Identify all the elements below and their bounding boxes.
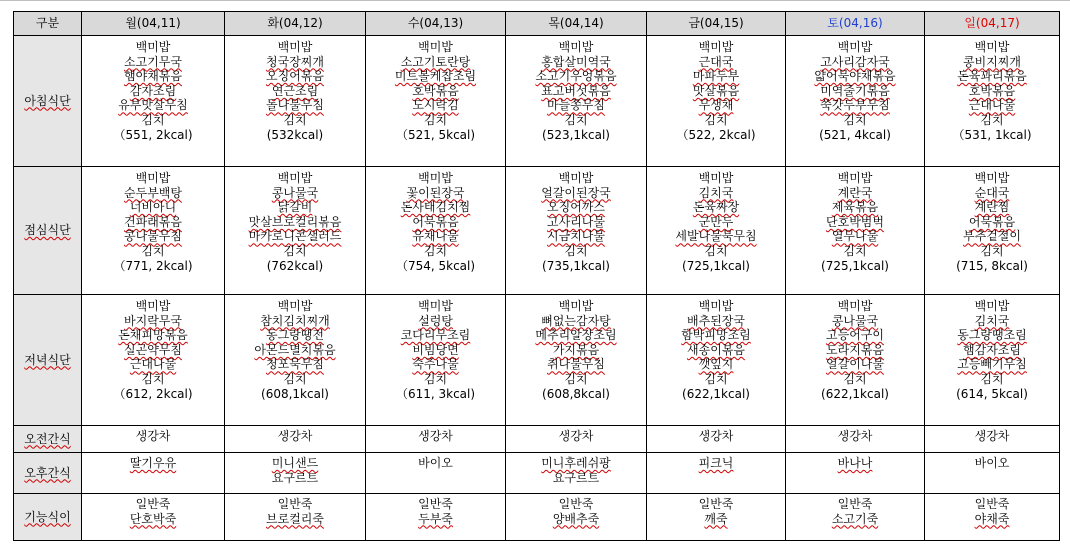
menu-item: 도라지볶음 [826, 342, 884, 357]
row-label-text: 기능식이 [24, 509, 71, 524]
menu-cell [82, 295, 225, 426]
menu-item: 얇어묵야채볶음 [814, 69, 896, 84]
menu-item: 백미밥 [135, 40, 171, 54]
menu-item: 코다리무조림 [400, 328, 471, 343]
menu-item: 소고기무국 [124, 54, 182, 69]
calorie-text: (521, 4kcal) [819, 127, 891, 142]
menu-item: 김치 [283, 112, 307, 127]
menu-item: 김치 [843, 243, 867, 258]
menu-item: 생강차 [418, 429, 453, 443]
menu-cell [82, 36, 225, 167]
header-day-tue: 화(04,12) [225, 12, 366, 36]
menu-item: 소고기죽 [831, 511, 879, 526]
menu-cell [647, 36, 786, 167]
menu-item: 고등빼기무침 [957, 357, 1027, 372]
menu-item: 요구르트 [552, 470, 600, 485]
row-label-pm-snack [14, 453, 82, 494]
menu-item: 건파래볶음 [124, 214, 182, 229]
menu-item: 함박피망조림 [681, 328, 751, 343]
menu-item: 김치 [283, 243, 307, 258]
menu-item: 순대국 [974, 185, 1010, 200]
calorie-text: (735,1kcal) [542, 258, 610, 273]
menu-table-container [13, 11, 1060, 541]
menu-item: 열무나물 [831, 229, 879, 244]
menu-item: 바지락무국 [124, 313, 182, 328]
row-pm-snack [14, 453, 1060, 494]
menu-item: 김치 [704, 243, 728, 258]
calorie-text: （551, 2kcal) [113, 127, 193, 142]
menu-item: 콩비지찌개 [963, 54, 1021, 69]
menu-item: 김치 [564, 243, 588, 258]
row-am-snack [14, 426, 1060, 453]
calorie-text: (608,8kcal) [542, 386, 610, 401]
row-label-text: 아침식단 [24, 93, 71, 108]
menu-item: 김치 [423, 112, 448, 127]
calorie-text: (608,1kcal) [261, 386, 329, 401]
menu-item: 감자조림 [129, 83, 177, 98]
menu-item: 백미밥 [277, 171, 313, 185]
menu-cell [647, 494, 786, 541]
menu-item: 백미밥 [837, 40, 873, 54]
menu-item: 얼갈이나물 [826, 357, 884, 372]
menu-item: 근대국 [698, 54, 734, 69]
menu-item: 소고기토란탕 [400, 54, 471, 69]
menu-cell [225, 426, 366, 453]
menu-item: 일반죽 [418, 497, 453, 511]
menu-item: 맛살브로컬리볶음 [248, 214, 342, 229]
menu-item: 생강차 [837, 429, 873, 443]
menu-item: 맛살볶음 [692, 83, 740, 98]
menu-item: 표고버섯볶음 [541, 83, 611, 98]
menu-item: 백미밥 [698, 40, 734, 54]
menu-item: 순두부백탕 [124, 185, 182, 200]
menu-cell [647, 295, 786, 426]
menu-item: 홍합살미역국 [541, 54, 611, 69]
row-label-text: 저녁식단 [24, 352, 71, 367]
menu-item: 돌나물무침 [266, 98, 324, 113]
menu-item: 시금치나물 [547, 229, 605, 244]
menu-item: 호박볶음 [412, 83, 459, 98]
menu-item: 오징어까스 [547, 200, 605, 215]
menu-cell [82, 426, 225, 453]
calorie-text: (532kcal) [266, 127, 324, 142]
menu-item: 일반죽 [277, 497, 313, 511]
menu-cell [786, 426, 925, 453]
calorie-text: (725,1kcal) [821, 258, 889, 273]
menu-item: 너비아니 [129, 200, 177, 215]
menu-item: 미니후레쉬팡 [541, 456, 611, 470]
menu-cell [225, 494, 366, 541]
menu-cell [925, 426, 1060, 453]
menu-item: 김치 [283, 371, 307, 386]
menu-cell [82, 453, 225, 494]
menu-cell [366, 36, 506, 167]
menu-cell [786, 295, 925, 426]
menu-item: 백미밥 [418, 171, 453, 185]
menu-item: 숙주나물 [412, 357, 459, 372]
menu-item: 새송이볶음 [687, 342, 745, 357]
menu-cell [366, 295, 506, 426]
header-day-mon: 월(04,11) [82, 12, 225, 36]
row-label-am-snack [14, 426, 82, 453]
menu-item: 아몬드멸치볶음 [254, 342, 336, 357]
calorie-text: （531, 1kcal) [952, 127, 1032, 142]
menu-cell [925, 453, 1060, 494]
menu-item: 연근조림 [271, 83, 319, 98]
menu-item: 백미밥 [135, 299, 171, 313]
menu-item: 단호박범벅 [826, 214, 884, 229]
menu-item: 백미밥 [277, 40, 313, 54]
menu-item: 동그랑땡전 [266, 328, 324, 343]
menu-item: 김치 [704, 112, 728, 127]
menu-item: 백미밥 [698, 299, 734, 313]
menu-item: 유채나물 [412, 229, 459, 244]
menu-item: 얼갈이된장국 [541, 185, 611, 200]
menu-item: 쑥갓두부무침 [820, 98, 890, 113]
menu-item: 브로컬리죽 [266, 511, 324, 526]
menu-cell [82, 167, 225, 295]
menu-cell [82, 494, 225, 541]
menu-item: 김치 [843, 371, 867, 386]
menu-item: 콩나물국 [831, 313, 879, 328]
menu-item: 김치 [843, 112, 867, 127]
menu-item: 깻잎지 [698, 357, 734, 372]
menu-item: 무생채 [698, 98, 734, 113]
row-dinner [14, 295, 1060, 426]
header-day-sun: 일(04,17) [925, 12, 1060, 36]
header-row [14, 12, 1060, 36]
menu-item: 백미밥 [558, 299, 594, 313]
menu-cell [366, 426, 506, 453]
calorie-text: (725,1kcal) [682, 258, 750, 273]
menu-item: 고등어구이 [826, 328, 884, 343]
header-day-fri: 금(04,15) [647, 12, 786, 36]
menu-item: 바이오 [974, 456, 1010, 470]
menu-item: 백미밥 [418, 40, 453, 54]
menu-item: 김치 [564, 371, 588, 386]
menu-item: 두부죽 [418, 511, 453, 526]
menu-item: 햄감자조림 [963, 342, 1021, 357]
calorie-text: （611, 3kcal) [395, 386, 476, 401]
menu-cell [506, 453, 647, 494]
row-special-diet [14, 494, 1060, 541]
menu-cell [647, 167, 786, 295]
menu-item: 일반죽 [837, 497, 873, 511]
calorie-text: （522, 2kcal) [676, 127, 756, 142]
calorie-text: (762kcal) [266, 258, 324, 273]
header-day-wed: 수(04,13) [366, 12, 506, 36]
menu-item: 비빔당면 [412, 342, 459, 357]
menu-item: 콩나물국 [271, 185, 319, 200]
menu-item: 김치 [980, 371, 1004, 386]
menu-item: 배추된장국 [687, 313, 745, 328]
menu-cell [225, 36, 366, 167]
row-label-dinner [14, 295, 82, 426]
row-label-lunch [14, 167, 82, 295]
menu-item: 취나물무침 [547, 357, 605, 372]
menu-cell [786, 167, 925, 295]
menu-cell [506, 36, 647, 167]
window-top-border [0, 0, 1070, 1]
menu-item: 근대나물 [129, 357, 177, 372]
menu-item: 백미밥 [698, 171, 734, 185]
menu-item: 김치 [141, 371, 165, 386]
menu-cell [366, 453, 506, 494]
meal-rows [14, 36, 1060, 541]
menu-item: 군만두 [698, 214, 734, 229]
menu-item: 마카로니콘샐러드 [248, 229, 342, 244]
menu-item: 실곤약무침 [124, 342, 182, 357]
menu-item: 꽃이된장국 [406, 185, 465, 200]
menu-item: 메추리알장조림 [535, 328, 617, 343]
row-label-text: 오후간식 [24, 465, 71, 480]
row-breakfast [14, 36, 1060, 167]
menu-item: 닭갈비 [277, 200, 313, 215]
menu-item: 김치 [423, 243, 448, 258]
menu-cell [925, 167, 1060, 295]
menu-item: 설렁탕 [418, 313, 453, 328]
menu-item: 콩나물무침 [124, 229, 182, 244]
row-label-special-diet [14, 494, 82, 541]
menu-item: 생강차 [698, 429, 734, 443]
calorie-text: （771, 2kcal) [113, 258, 193, 273]
menu-item: 백미밥 [135, 171, 171, 185]
menu-item: 마늘쫑무침 [547, 98, 605, 113]
menu-item: 마파두부 [692, 69, 740, 84]
calorie-text: (622,1kcal) [682, 386, 750, 401]
menu-item: 동그랑땡조림 [957, 328, 1027, 343]
menu-item: 야채죽 [974, 511, 1010, 526]
menu-item: 김치 [980, 112, 1004, 127]
menu-item: 바이오 [418, 456, 453, 470]
row-label-breakfast [14, 36, 82, 167]
menu-item: 뼈없는감자탕 [541, 313, 611, 328]
menu-item: 미역줄기볶음 [820, 83, 890, 98]
calorie-text: （521, 5kcal) [395, 127, 476, 142]
calorie-text: （754, 5kcal) [395, 258, 476, 273]
menu-item: 일반죽 [698, 497, 734, 511]
menu-item: 햄야채볶음 [124, 69, 182, 84]
header-day-thu: 목(04,14) [506, 12, 647, 36]
menu-item: 근대나물 [968, 98, 1016, 113]
menu-item: 백미밥 [418, 299, 453, 313]
header-day-sat: 토(04,16) [786, 12, 925, 36]
menu-item: 세발나물묵무침 [675, 229, 757, 244]
calorie-text: （612, 2kcal) [113, 386, 193, 401]
menu-item: 도시락김 [412, 98, 459, 113]
menu-cell [647, 453, 786, 494]
row-label-text: 오전간식 [24, 431, 71, 446]
menu-cell [786, 494, 925, 541]
row-lunch [14, 167, 1060, 295]
menu-item: 백미밥 [974, 40, 1010, 54]
menu-item: 계란찜 [974, 200, 1010, 215]
menu-item: 생강차 [558, 429, 594, 443]
menu-item: 오징어볶음 [266, 69, 324, 84]
menu-cell [225, 453, 366, 494]
menu-item: 일반죽 [974, 497, 1010, 511]
menu-item: 고사리감자국 [820, 54, 890, 69]
menu-item: 일반죽 [135, 497, 171, 511]
menu-item: 김치 [423, 371, 448, 386]
menu-item: 깨죽 [704, 511, 728, 526]
menu-item: 미트볼케찹조림 [394, 69, 477, 84]
menu-cell [925, 36, 1060, 167]
menu-item: 백미밥 [558, 171, 594, 185]
calorie-text: (614, 5kcal) [956, 386, 1028, 401]
menu-item: 백미밥 [277, 299, 313, 313]
menu-cell [786, 453, 925, 494]
menu-cell [366, 494, 506, 541]
menu-item: 돈육짜장 [692, 200, 740, 215]
menu-cell [366, 167, 506, 295]
menu-item: 요구르트 [271, 470, 319, 485]
menu-item: 생강차 [277, 429, 313, 443]
menu-item: 백미밥 [837, 299, 873, 313]
menu-item: 미니샌드 [271, 456, 319, 470]
menu-item: 김치 [141, 243, 165, 258]
menu-item: 딸기우유 [129, 456, 177, 470]
menu-item: 바나나 [837, 456, 873, 470]
menu-cell [506, 426, 647, 453]
menu-item: 고사리나물 [547, 214, 605, 229]
menu-item: 김치국 [698, 185, 734, 200]
menu-item: 김치 [704, 371, 728, 386]
menu-item: 돈사태김치찜 [400, 200, 471, 215]
menu-item: 돈육꽈리볶음 [957, 69, 1027, 84]
menu-cell [506, 494, 647, 541]
row-label-text: 점심식단 [24, 223, 71, 238]
menu-item: 김치 [564, 112, 588, 127]
menu-item: 어묵볶음 [412, 214, 459, 229]
menu-item: 백미밥 [974, 299, 1010, 313]
menu-cell [925, 295, 1060, 426]
menu-cell [647, 426, 786, 453]
menu-item: 가지볶음 [552, 342, 600, 357]
menu-item: 생강차 [135, 429, 171, 443]
menu-item: 참치김치찌개 [260, 313, 330, 328]
menu-cell [925, 494, 1060, 541]
calorie-text: (523,1kcal) [542, 127, 610, 142]
menu-item: 어묵볶음 [968, 214, 1016, 229]
menu-item: 김치 [141, 112, 165, 127]
menu-item: 부추겉절이 [963, 229, 1021, 244]
menu-item: 일반죽 [558, 497, 594, 511]
menu-item: 청국장찌개 [266, 54, 324, 69]
menu-item: 단호박죽 [129, 511, 177, 526]
menu-cell [506, 295, 647, 426]
menu-item: 백미밥 [837, 171, 873, 185]
menu-item: 백미밥 [558, 40, 594, 54]
menu-item: 돈채피망볶음 [118, 328, 188, 343]
calorie-text: (715, 8kcal) [956, 258, 1028, 273]
menu-item: 유부맛살무침 [118, 98, 188, 113]
menu-cell [506, 167, 647, 295]
menu-cell [225, 167, 366, 295]
menu-item: 김치국 [974, 313, 1010, 328]
menu-item: 소고기우엉볶음 [535, 69, 617, 84]
menu-item: 청포묵무침 [266, 357, 324, 372]
header-category: 구분 [14, 12, 82, 36]
calorie-text: (622,1kcal) [821, 386, 889, 401]
menu-item: 생강차 [974, 429, 1010, 443]
menu-item: 호박볶음 [968, 83, 1016, 98]
menu-cell [786, 36, 925, 167]
menu-item: 김치 [980, 243, 1004, 258]
menu-cell [225, 295, 366, 426]
menu-item: 피크닉 [698, 456, 734, 470]
menu-item: 백미밥 [974, 171, 1010, 185]
menu-item: 계란국 [837, 185, 873, 200]
weekly-meal-table [13, 11, 1060, 541]
menu-item: 제육볶음 [831, 200, 879, 215]
menu-item: 양배추죽 [552, 511, 600, 526]
